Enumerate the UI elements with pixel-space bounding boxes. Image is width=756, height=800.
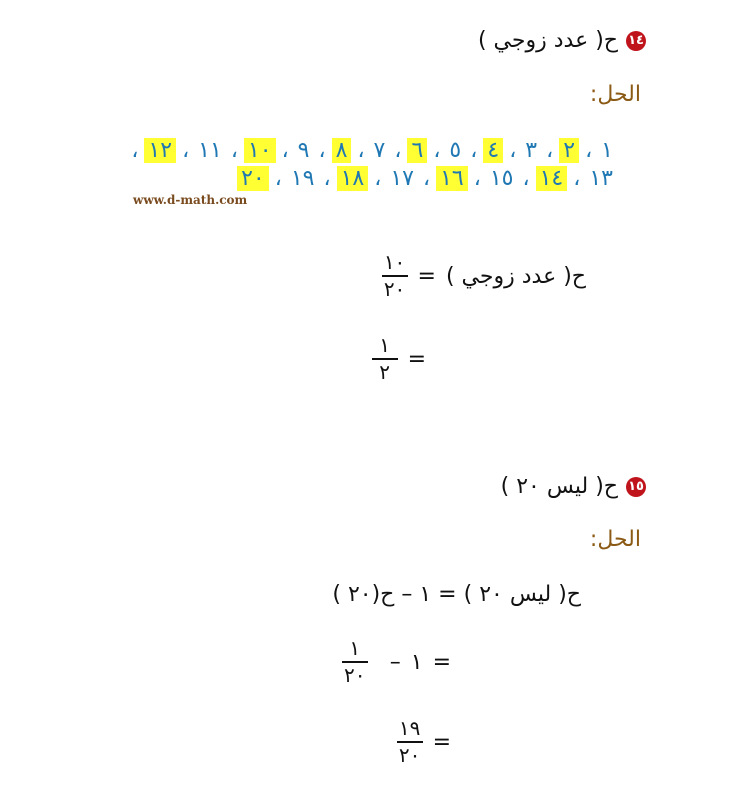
even-number-highlighted: ١٨ (337, 166, 369, 191)
equals-sign: = (417, 263, 436, 289)
separator-comma: ، (470, 138, 478, 163)
separator-comma: ، (323, 166, 331, 191)
website-watermark: www.d-math.com (133, 193, 248, 207)
equation-15-3 (397, 718, 451, 766)
question-text: ح( ليس ٢٠ ) (500, 474, 618, 499)
separator-comma: ، (473, 166, 481, 191)
denominator: ٢٠ (398, 743, 421, 767)
separator-comma: ، (394, 138, 402, 163)
question-number-badge: ١٥ (626, 477, 646, 497)
separator-comma: ، (131, 138, 139, 163)
fraction (382, 252, 408, 300)
numbers-row-1 (125, 138, 616, 163)
equals-sign: = (407, 346, 426, 372)
equation-14-2 (372, 335, 426, 383)
separator-comma: ، (585, 138, 593, 163)
number: ١ (601, 138, 613, 163)
numerator: ١٠ (383, 250, 406, 274)
number: ١٧ (390, 166, 414, 191)
even-number-highlighted: ١٤ (536, 166, 568, 191)
equals-sign: = (432, 649, 451, 675)
separator-comma: ، (318, 138, 326, 163)
number: ١٣ (589, 166, 613, 191)
number: ٣ (525, 138, 538, 163)
denominator: ٢ (379, 360, 390, 384)
separator-comma: ، (522, 166, 530, 191)
number: ١٩ (290, 166, 315, 191)
separator-comma: ، (182, 138, 190, 163)
equation-left: ح( عدد زوجي ) (445, 263, 586, 289)
minus-sign: – (389, 649, 401, 675)
separator-comma: ، (433, 138, 441, 163)
numerator: ١ (349, 636, 361, 660)
separator-comma: ، (281, 138, 289, 163)
even-number-highlighted: ١٦ (436, 166, 468, 191)
even-number-highlighted: ٤ (483, 138, 503, 163)
fraction (397, 718, 423, 766)
equation-15-2 (342, 638, 451, 686)
separator-comma: ، (573, 166, 581, 191)
fraction (342, 638, 368, 686)
solution-label: الحل: (589, 82, 641, 107)
question-number-badge: ١٤ (626, 31, 646, 51)
separator-comma: ، (423, 166, 431, 191)
fraction (372, 335, 398, 383)
number: ٩ (297, 138, 310, 163)
numerator: ١ (379, 333, 390, 357)
question-15 (501, 474, 646, 499)
separator-comma: ، (230, 138, 238, 163)
even-number-highlighted: ٨ (332, 138, 352, 163)
number: ٥ (449, 138, 462, 163)
separator-comma: ، (374, 166, 382, 191)
even-number-highlighted: ٢٠ (237, 166, 269, 191)
equation-text: ح( ليس ٢٠ ) = ١ – ح(٢٠ ) (332, 582, 581, 607)
equation-15-1 (332, 582, 581, 607)
even-number-highlighted: ٦ (407, 138, 427, 163)
separator-comma: ، (509, 138, 517, 163)
denominator: ٢٠ (344, 663, 366, 687)
number: ٧ (373, 138, 386, 163)
separator-comma: ، (274, 166, 282, 191)
equation-14-1 (382, 252, 586, 300)
number: ١١ (198, 138, 222, 163)
equals-sign: = (432, 729, 451, 755)
solution-label: الحل: (589, 527, 641, 552)
separator-comma: ، (546, 138, 554, 163)
question-text: ح( عدد زوجي ) (477, 28, 618, 53)
one-value: ١ (410, 649, 423, 675)
denominator: ٢٠ (383, 277, 406, 301)
even-number-highlighted: ٢ (559, 138, 579, 163)
separator-comma: ، (357, 138, 365, 163)
number: ١٥ (489, 166, 514, 191)
even-number-highlighted: ١٢ (144, 138, 176, 163)
question-14 (478, 28, 646, 53)
numerator: ١٩ (398, 716, 421, 740)
even-number-highlighted: ١٠ (244, 138, 276, 163)
numbers-row-2 (237, 166, 616, 191)
